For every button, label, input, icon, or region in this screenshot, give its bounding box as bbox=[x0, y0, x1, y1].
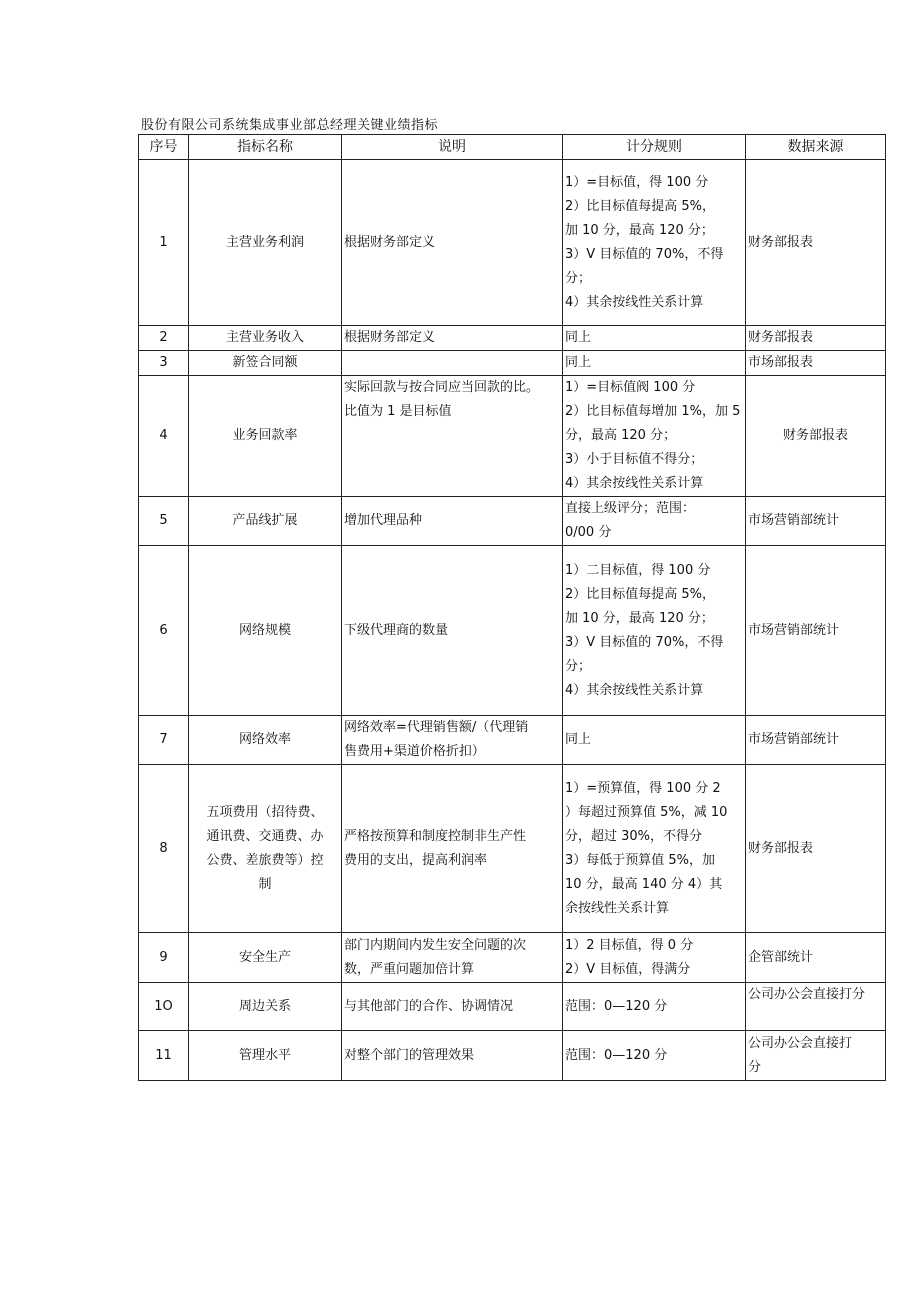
kpi-table bbox=[138, 134, 886, 1081]
row-rule: 1）2 目标值，得 0 分 2）V 目标值，得满分 bbox=[563, 933, 746, 983]
row-source: 财务部报表 bbox=[746, 765, 886, 933]
row-seq: 9 bbox=[139, 933, 189, 983]
row-source: 公司办公会直接打分 bbox=[746, 983, 886, 1031]
row-name: 管理水平 bbox=[189, 1031, 342, 1081]
row-seq: 2 bbox=[139, 326, 189, 351]
row-rule: 范围：0—120 分 bbox=[563, 1031, 746, 1081]
row-seq: 6 bbox=[139, 546, 189, 716]
row-name: 主营业务利润 bbox=[189, 160, 342, 326]
row-desc: 根据财务部定义 bbox=[342, 326, 563, 351]
row-seq: 7 bbox=[139, 716, 189, 765]
header-name: 指标名称 bbox=[189, 135, 342, 160]
row-desc: 与其他部门的合作、协调情况 bbox=[342, 983, 563, 1031]
header-source: 数据来源 bbox=[746, 135, 886, 160]
table-row bbox=[139, 546, 886, 716]
row-rule: 直接上级评分；范围： 0/00 分 bbox=[563, 497, 746, 546]
row-desc: 下级代理商的数量 bbox=[342, 546, 563, 716]
row-rule: 1）二目标值，得 100 分 2）比目标值每提高 5%， 加 10 分，最高 120 分； 3）V 目标值的 70%，不得 分； 4）其余按线性关系计算 bbox=[563, 546, 746, 716]
row-name: 网络规模 bbox=[189, 546, 342, 716]
table-row bbox=[139, 983, 886, 1031]
row-source: 财务部报表 bbox=[746, 326, 886, 351]
table-row bbox=[139, 160, 886, 326]
row-rule: 1）=目标值，得 100 分 2）比目标值每提高 5%， 加 10 分，最高 120 分； 3）V 目标值的 70%，不得 分； 4）其余按线性关系计算 bbox=[563, 160, 746, 326]
row-name: 业务回款率 bbox=[189, 376, 342, 497]
table-row bbox=[139, 765, 886, 933]
table-row bbox=[139, 326, 886, 351]
row-seq: 3 bbox=[139, 351, 189, 376]
row-source: 财务部报表 bbox=[746, 376, 886, 497]
table-row bbox=[139, 1031, 886, 1081]
row-desc: 对整个部门的管理效果 bbox=[342, 1031, 563, 1081]
row-desc: 增加代理品种 bbox=[342, 497, 563, 546]
row-name: 五项费用（招待费、 通讯费、交通费、办 公费、差旅费等）控 制 bbox=[189, 765, 342, 933]
row-desc: 根据财务部定义 bbox=[342, 160, 563, 326]
row-seq: 8 bbox=[139, 765, 189, 933]
row-source: 企管部统计 bbox=[746, 933, 886, 983]
row-name: 周边关系 bbox=[189, 983, 342, 1031]
table-row bbox=[139, 376, 886, 497]
row-rule: 1）=目标值阀 100 分 2）比目标值每增加 1%，加 5 分，最高 120 分； 3）小于目标值不得分； 4）其余按线性关系计算 bbox=[563, 376, 746, 497]
table-row bbox=[139, 716, 886, 765]
row-seq: 4 bbox=[139, 376, 189, 497]
row-name: 安全生产 bbox=[189, 933, 342, 983]
row-desc: 实际回款与按合同应当回款的比。 比值为 1 是目标值 bbox=[342, 376, 563, 497]
table-header-row bbox=[139, 135, 886, 160]
row-source: 市场营销部统计 bbox=[746, 546, 886, 716]
row-name: 主营业务收入 bbox=[189, 326, 342, 351]
page-title: 股份有限公司系统集成事业部总经理关键业绩指标 bbox=[141, 118, 439, 133]
row-source: 财务部报表 bbox=[746, 160, 886, 326]
header-desc: 说明 bbox=[342, 135, 563, 160]
table-row bbox=[139, 497, 886, 546]
row-seq: 1 bbox=[139, 160, 189, 326]
table-row bbox=[139, 933, 886, 983]
row-name: 新签合同额 bbox=[189, 351, 342, 376]
row-seq: 5 bbox=[139, 497, 189, 546]
row-seq: 11 bbox=[139, 1031, 189, 1081]
row-source: 公司办公会直接打 分 bbox=[746, 1031, 886, 1081]
row-rule: 同上 bbox=[563, 326, 746, 351]
row-desc: 严格按预算和制度控制非生产性 费用的支出，提高利润率 bbox=[342, 765, 563, 933]
row-source: 市场营销部统计 bbox=[746, 716, 886, 765]
row-rule: 1）=预算值，得 100 分 2 ）每超过预算值 5%，减 10 分，超过 30%，不得分 3）每低于预算值 5%，加 10 分，最高 140 分 4）其 余按线性关系计算 bbox=[563, 765, 746, 933]
row-desc bbox=[342, 351, 563, 376]
table-row bbox=[139, 351, 886, 376]
row-name: 网络效率 bbox=[189, 716, 342, 765]
header-seq: 序号 bbox=[139, 135, 189, 160]
row-desc: 网络效率=代理销售额/（代理销 售费用+渠道价格折扣） bbox=[342, 716, 563, 765]
row-rule: 范围：0—120 分 bbox=[563, 983, 746, 1031]
row-source: 市场部报表 bbox=[746, 351, 886, 376]
row-name: 产品线扩展 bbox=[189, 497, 342, 546]
row-rule: 同上 bbox=[563, 716, 746, 765]
header-rule: 计分规则 bbox=[563, 135, 746, 160]
row-desc: 部门内期间内发生安全问题的次 数，严重问题加倍计算 bbox=[342, 933, 563, 983]
row-rule: 同上 bbox=[563, 351, 746, 376]
row-seq: 1O bbox=[139, 983, 189, 1031]
row-source: 市场营销部统计 bbox=[746, 497, 886, 546]
